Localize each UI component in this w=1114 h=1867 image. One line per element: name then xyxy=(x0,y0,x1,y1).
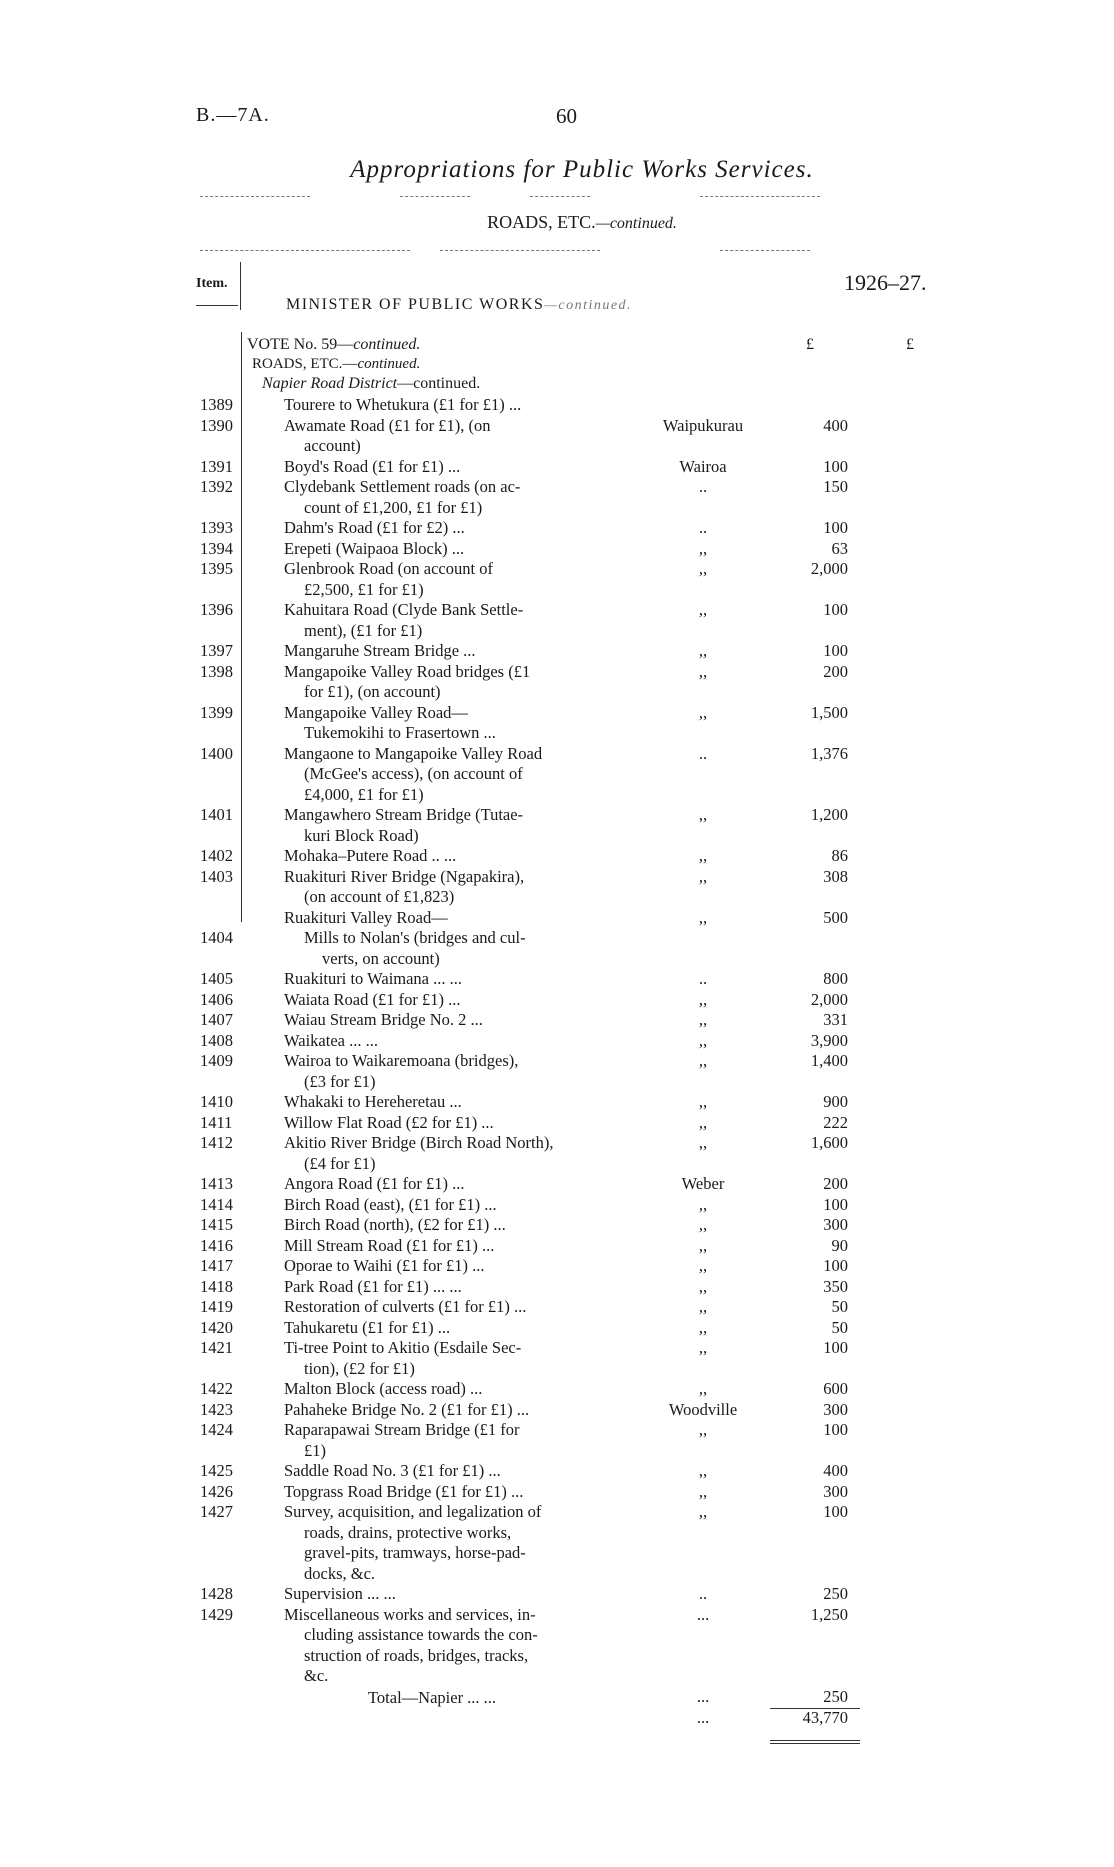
appropriations-table xyxy=(0,395,1114,1727)
item-description xyxy=(284,539,622,560)
description-line: Ruakituri Valley Road— xyxy=(284,907,448,927)
item-number: 1389 xyxy=(200,395,233,414)
minister-heading: MINISTER OF PUBLIC WORKS—continued. xyxy=(286,296,633,313)
item-number: 1420 xyxy=(200,1317,233,1337)
amount: 2,000 xyxy=(810,989,848,1009)
item-number: 1401 xyxy=(200,805,233,824)
description-line: kuri Block Road) xyxy=(304,825,419,845)
description-line: Raparapawai Stream Bridge (£1 for xyxy=(284,1420,520,1439)
title-rule xyxy=(200,196,310,197)
item-description xyxy=(284,1051,622,1092)
item-header-rule xyxy=(196,305,238,306)
amount: 1,200 xyxy=(810,805,848,824)
description-line: Ruakituri River Bridge (Ngapakira), xyxy=(284,866,525,886)
item-number: 1410 xyxy=(200,1092,233,1111)
amount: 2,000 xyxy=(810,559,848,578)
district-name: .. xyxy=(698,1584,708,1603)
district-name: ,, xyxy=(698,1317,708,1337)
description-line: tion), (£2 for £1) xyxy=(304,1358,415,1378)
description-line: cluding assistance towards the con- xyxy=(304,1625,538,1644)
district-name: .. xyxy=(698,518,708,537)
item-column-header: Item. xyxy=(196,276,228,291)
description-line: Mangapoike Valley Road bridges (£1 xyxy=(284,661,531,681)
district-name: ,, xyxy=(698,1461,708,1480)
item-description xyxy=(284,908,622,929)
description-line: Ti-tree Point to Akitio (Esdaile Sec- xyxy=(284,1338,522,1357)
description-line: Erepeti (Waipaoa Block) ... xyxy=(284,538,465,558)
district-name: ,, xyxy=(698,538,708,558)
district-name: .. xyxy=(698,969,708,988)
item-column-rule xyxy=(240,262,241,310)
item-number: 1421 xyxy=(200,1338,233,1357)
item-number: 1414 xyxy=(200,1194,233,1214)
item-description xyxy=(284,1174,622,1195)
amount: 300 xyxy=(823,1215,848,1234)
description-line: Whakaki to Hereheretau ... xyxy=(284,1092,462,1111)
item-number: 1390 xyxy=(200,415,233,435)
description-line: Pahaheke Bridge No. 2 (£1 for £1) ... xyxy=(284,1399,530,1419)
amount: 50 xyxy=(831,1317,848,1337)
item-number: 1403 xyxy=(200,866,233,886)
item-number: 1409 xyxy=(200,1051,233,1070)
description-line: Angora Road (£1 for £1) ... xyxy=(284,1174,465,1193)
item-description xyxy=(284,1502,622,1584)
item-number: 1418 xyxy=(200,1276,233,1296)
description-line: Willow Flat Road (£2 for £1) ... xyxy=(284,1112,494,1132)
item-description xyxy=(284,1236,622,1257)
currency-symbol: £ xyxy=(806,336,814,353)
item-description xyxy=(284,969,622,990)
item-number: 1429 xyxy=(200,1604,233,1624)
description-line: Mangapoike Valley Road— xyxy=(284,702,468,722)
description-line: Waiau Stream Bridge No. 2 ... xyxy=(284,1010,483,1029)
item-number: 1392 xyxy=(200,477,233,496)
amount: 1,376 xyxy=(810,743,848,763)
item-number: 1424 xyxy=(200,1420,233,1439)
amount: 250 xyxy=(823,1584,848,1603)
item-number: 1398 xyxy=(200,661,233,681)
description-line: Clydebank Settlement roads (on ac- xyxy=(284,477,521,496)
item-description xyxy=(284,1379,622,1400)
district-name: ,, xyxy=(698,1092,708,1111)
description-line: for £1), (on account) xyxy=(304,682,441,701)
year-column-header: 1926–27. xyxy=(844,270,927,295)
description-line: gravel-pits, tramways, horse-pad- xyxy=(304,1543,526,1562)
description-line: Waiata Road (£1 for £1) ... xyxy=(284,989,461,1009)
item-number: 1417 xyxy=(200,1256,233,1275)
district-name: ,, xyxy=(698,1338,708,1357)
paper-reference: B.—7A. xyxy=(196,104,270,126)
amount: 222 xyxy=(823,1112,848,1132)
amount: 100 xyxy=(823,1420,848,1439)
description-line: Tahukaretu (£1 for £1) ... xyxy=(284,1317,451,1337)
item-number: 1426 xyxy=(200,1481,233,1501)
description-line: (on account of £1,823) xyxy=(304,887,455,906)
district-name: ,, xyxy=(698,1051,708,1070)
table-row xyxy=(0,908,1114,929)
description-line: Glenbrook Road (on account of xyxy=(284,559,493,578)
amount: 200 xyxy=(823,1174,848,1193)
item-description xyxy=(284,867,622,908)
description-line: (McGee's access), (on account of xyxy=(304,764,523,783)
title-rule xyxy=(400,196,470,197)
description-line: Survey, acquisition, and legalization of xyxy=(284,1502,542,1521)
amount: 300 xyxy=(823,1399,848,1419)
item-description xyxy=(284,1113,622,1134)
district-name: ,, xyxy=(698,559,708,578)
item-description xyxy=(284,416,622,457)
total-row xyxy=(0,1687,1114,1727)
amount: 50 xyxy=(831,1297,848,1316)
amount: 600 xyxy=(823,1379,848,1398)
item-number: 1397 xyxy=(200,641,233,660)
amount: 100 xyxy=(823,1256,848,1275)
amount: 100 xyxy=(823,1194,848,1214)
item-description xyxy=(284,477,622,518)
district-name: ,, xyxy=(698,1379,708,1398)
amount: 200 xyxy=(823,661,848,681)
amount: 150 xyxy=(823,477,848,496)
description-line: roads, drains, protective works, xyxy=(304,1522,512,1542)
district-name: ,, xyxy=(698,1194,708,1214)
district-name: ,, xyxy=(698,1256,708,1275)
section-rule xyxy=(720,250,810,251)
district-name: ,, xyxy=(698,1502,708,1521)
item-description xyxy=(284,1297,622,1318)
description-line: Malton Block (access road) ... xyxy=(284,1379,483,1398)
district-name: ,, xyxy=(698,907,708,927)
description-line: Mangaruhe Stream Bridge ... xyxy=(284,641,476,660)
district-name: ,, xyxy=(698,1481,708,1501)
district-name: .. xyxy=(698,477,708,496)
item-description xyxy=(284,457,622,478)
item-number: 1408 xyxy=(200,1030,233,1050)
district-name: ... xyxy=(696,1686,710,1706)
description-line: &c. xyxy=(304,1666,329,1685)
district-name: ,, xyxy=(698,1010,708,1029)
description-line: Waikatea ... ... xyxy=(284,1030,378,1050)
district-name: ,, xyxy=(698,1235,708,1255)
section-rule xyxy=(440,250,600,251)
amount: 800 xyxy=(823,969,848,988)
amount: 400 xyxy=(823,1461,848,1480)
item-number: 1427 xyxy=(200,1502,233,1521)
item-description xyxy=(284,928,622,969)
description-line: Ruakituri to Waimana ... ... xyxy=(284,969,463,988)
page-title: Appropriations for Public Works Services. xyxy=(350,156,814,183)
item-description xyxy=(284,1010,622,1031)
district-name: ,, xyxy=(698,1276,708,1296)
description-line: Miscellaneous works and services, in- xyxy=(284,1604,536,1624)
description-line: docks, &c. xyxy=(304,1563,376,1583)
amount: 63 xyxy=(831,538,848,558)
item-number: 1422 xyxy=(200,1379,233,1398)
item-description xyxy=(284,1338,622,1379)
district-name: ,, xyxy=(698,600,708,619)
description-line: Birch Road (north), (£2 for £1) ... xyxy=(284,1215,506,1234)
description-line: Topgrass Road Bridge (£1 for £1) ... xyxy=(284,1481,524,1501)
description-line: Tukemokihi to Frasertown ... xyxy=(304,723,496,742)
item-number: 1405 xyxy=(200,969,233,988)
district-name: Weber xyxy=(681,1174,725,1193)
total-rule xyxy=(770,1743,860,1744)
description-line: (£4 for £1) xyxy=(304,1153,376,1173)
amount: 1,500 xyxy=(810,702,848,722)
description-line: verts, on account) xyxy=(322,948,440,968)
amount: 86 xyxy=(831,846,848,865)
description-line: Mills to Nolan's (bridges and cul- xyxy=(304,928,526,947)
description-line: Oporae to Waihi (£1 for £1) ... xyxy=(284,1256,485,1275)
description-line: Restoration of culverts (£1 for £1) ... xyxy=(284,1297,527,1316)
roads-subheading: ROADS, ETC.—continued. xyxy=(252,356,421,372)
district-name: ,, xyxy=(698,846,708,865)
item-description xyxy=(284,1482,622,1503)
item-description xyxy=(284,1605,622,1687)
item-number: 1400 xyxy=(200,743,233,763)
item-description xyxy=(284,703,622,744)
district-name: .. xyxy=(698,743,708,763)
description-line: £2,500, £1 for £1) xyxy=(304,579,424,599)
item-description xyxy=(284,1256,622,1277)
item-description xyxy=(284,1133,622,1174)
item-number: 1394 xyxy=(200,538,233,558)
item-description xyxy=(284,559,622,600)
district-name: ,, xyxy=(698,1420,708,1439)
amount: 308 xyxy=(823,866,848,886)
item-description xyxy=(284,990,622,1011)
item-description xyxy=(284,744,622,806)
item-number: 1411 xyxy=(200,1112,233,1132)
description-line: Supervision ... ... xyxy=(284,1584,396,1603)
item-description xyxy=(284,1277,622,1298)
district-name: ... xyxy=(696,1604,710,1624)
amount: 100 xyxy=(823,1338,848,1357)
title-rule xyxy=(530,196,590,197)
item-description xyxy=(284,1031,622,1052)
item-number: 1407 xyxy=(200,1010,233,1029)
item-number: 1419 xyxy=(200,1297,233,1316)
item-number: 1423 xyxy=(200,1399,233,1419)
district-name: ,, xyxy=(698,702,708,722)
total-rule xyxy=(770,1708,860,1709)
item-description xyxy=(284,805,622,846)
item-description xyxy=(284,662,622,703)
description-line: count of £1,200, £1 for £1) xyxy=(304,497,483,517)
page-number: 60 xyxy=(556,104,577,128)
amount: 1,400 xyxy=(810,1051,848,1070)
district-name: ,, xyxy=(698,661,708,681)
district-name: Waipukurau xyxy=(662,415,744,435)
district-name: ,, xyxy=(698,1112,708,1132)
description-line: Mangawhero Stream Bridge (Tutae- xyxy=(284,805,524,824)
amount: 500 xyxy=(823,907,848,927)
item-description xyxy=(284,1318,622,1339)
description-line: Mohaka–Putere Road .. ... xyxy=(284,846,457,865)
total-amount: 43,770 xyxy=(802,1708,848,1727)
item-number: 1404 xyxy=(200,928,233,947)
district-name: Woodville xyxy=(668,1399,738,1419)
description-line: (£3 for £1) xyxy=(304,1071,376,1091)
item-number: 1406 xyxy=(200,989,233,1009)
amount: 250 xyxy=(823,1686,848,1706)
item-description xyxy=(284,518,622,539)
item-number: 1399 xyxy=(200,702,233,722)
currency-symbol: £ xyxy=(906,336,914,353)
district-name: ,, xyxy=(698,1297,708,1316)
description-line: Akitio River Bridge (Birch Road North), xyxy=(284,1133,554,1152)
item-description xyxy=(284,1584,622,1605)
item-description xyxy=(284,1420,622,1461)
amount: 3,900 xyxy=(810,1030,848,1050)
amount: 100 xyxy=(823,1502,848,1521)
amount: 400 xyxy=(823,415,848,435)
amount: 331 xyxy=(823,1010,848,1029)
district-heading: Napier Road District—continued. xyxy=(262,375,481,392)
item-number: 1393 xyxy=(200,518,233,537)
item-number: 1413 xyxy=(200,1174,233,1193)
item-description xyxy=(284,846,622,867)
description-line: Park Road (£1 for £1) ... ... xyxy=(284,1276,462,1296)
total-district: ... xyxy=(696,1708,710,1727)
amount: 100 xyxy=(823,456,848,476)
item-description xyxy=(284,1400,622,1421)
item-number: 1415 xyxy=(200,1215,233,1234)
amount: 350 xyxy=(823,1276,848,1296)
amount: 100 xyxy=(823,600,848,619)
section-heading: ROADS, ETC.—continued. xyxy=(487,212,677,232)
amount: 100 xyxy=(823,641,848,660)
amount: 300 xyxy=(823,1481,848,1501)
district-name: ,, xyxy=(698,1215,708,1234)
amount: 1,600 xyxy=(810,1133,848,1152)
item-number: 1395 xyxy=(200,559,233,578)
district-name: ,, xyxy=(698,989,708,1009)
description-line: £4,000, £1 for £1) xyxy=(304,784,424,804)
item-number: 1396 xyxy=(200,600,233,619)
district-name: Wairoa xyxy=(679,456,727,476)
amount: 100 xyxy=(823,518,848,537)
item-description xyxy=(284,600,622,641)
description-line: Kahuitara Road (Clyde Bank Settle- xyxy=(284,600,524,619)
section-rule xyxy=(200,250,410,251)
district-name: ,, xyxy=(698,1133,708,1152)
item-description xyxy=(284,1461,622,1482)
item-number: 1391 xyxy=(200,456,233,476)
description-line: Saddle Road No. 3 (£1 for £1) ... xyxy=(284,1461,501,1480)
description-line: Mangaone to Mangapoike Valley Road xyxy=(284,743,543,763)
description-line: Wairoa to Waikaremoana (bridges), xyxy=(284,1051,519,1070)
description-line: £1) xyxy=(304,1440,326,1460)
item-number: 1402 xyxy=(200,846,233,865)
description-line: ment), (£1 for £1) xyxy=(304,620,423,640)
item-description xyxy=(284,1092,622,1113)
description-line: struction of roads, bridges, tracks, xyxy=(304,1645,529,1665)
district-name: ,, xyxy=(698,641,708,660)
amount: 1,250 xyxy=(810,1604,848,1624)
total-rule xyxy=(770,1740,860,1741)
description-line: Awamate Road (£1 for £1), (on xyxy=(284,415,491,435)
district-name: ,, xyxy=(698,1030,708,1050)
vote-heading: VOTE No. 59—continued. xyxy=(247,336,421,353)
description-line: Dahm's Road (£1 for £2) ... xyxy=(284,518,465,537)
item-number: 1416 xyxy=(200,1235,233,1255)
description-line: Boyd's Road (£1 for £1) ... xyxy=(284,456,461,476)
item-description xyxy=(284,1215,622,1236)
description-line: account) xyxy=(304,436,361,455)
item-number: 1425 xyxy=(200,1461,233,1480)
district-name: ,, xyxy=(698,866,708,886)
amount: 90 xyxy=(831,1235,848,1255)
title-rule xyxy=(700,196,820,197)
item-description xyxy=(284,395,622,416)
amount: 900 xyxy=(823,1092,848,1111)
description-line: Birch Road (east), (£1 for £1) ... xyxy=(284,1194,497,1214)
description-line: Mill Stream Road (£1 for £1) ... xyxy=(284,1235,495,1255)
item-description xyxy=(284,1195,622,1216)
district-name: ,, xyxy=(698,805,708,824)
item-number: 1428 xyxy=(200,1584,233,1603)
description-line: Tourere to Whetukura (£1 for £1) ... xyxy=(284,395,522,414)
item-description xyxy=(284,641,622,662)
total-label: Total—Napier ... ... xyxy=(368,1687,497,1707)
item-number: 1412 xyxy=(200,1133,233,1152)
